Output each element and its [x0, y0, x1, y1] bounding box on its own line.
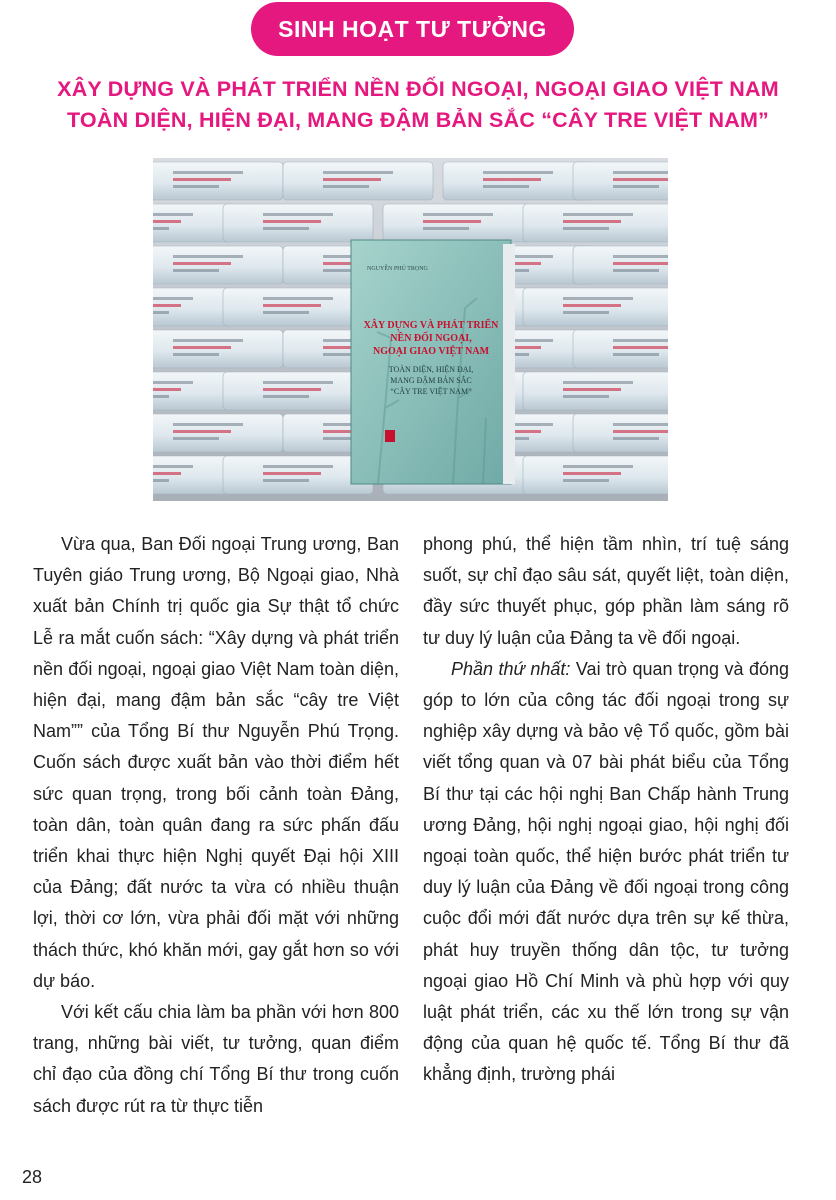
right-column — [423, 529, 789, 1091]
part-one-lead: Phần thứ nhất: — [451, 658, 571, 679]
paragraph-structure: Với kết cấu chia làm ba phần với hơn 800 trang, những bài viết, tư tưởng, quan điểm chỉ đạo của đồng chí Tổng Bí thư trong cuốn sách được rút ra từ thực tiễn — [33, 1002, 399, 1116]
paragraph-part-one — [423, 654, 789, 1091]
book-title-3: NGOẠI GIAO VIỆT NAM — [372, 346, 490, 357]
article-title-line-2: TOÀN DIỆN, HIỆN ĐẠI, MANG ĐẬM BẢN SẮC “CÂY TRE VIỆT NAM” — [66, 108, 769, 132]
book-subtitle-3: “CÂY TRE VIỆT NAM” — [390, 387, 472, 396]
book-stack-photo — [153, 158, 668, 501]
left-column — [33, 529, 399, 1122]
page-number: 28 — [22, 1167, 43, 1187]
paragraph-intro: Vừa qua, Ban Đối ngoại Trung ương, Ban Tuyên giáo Trung ương, Bộ Ngoại giao, Nhà xuất bản Chính trị quốc gia Sự thật tổ chức Lễ ra mắt cuốn sách: “Xây dựng và phát triển nền đối ngoại, ngoại giao Việt Nam toàn diện, hiện đại, mang đậm bản sắc “cây tre Việt Nam”” của Tổng Bí thư Nguyễn Phú Trọng. Cuốn sách được xuất bản vào thời điểm hết sức quan trọng, trong bối cảnh toàn Đảng, toàn dân, toàn quân đang ra sức phấn đấu triển khai thực hiện Nghị quyết Đại hội XIII của Đảng; đất nước ta vừa có nhiều thuận lợi, thời cơ lớn, vừa phải đối mặt với những thách thức, khó khăn mới, gay gắt hơn so với dự báo. — [33, 534, 399, 991]
part-one-text: Vai trò quan trọng và đóng góp to lớn của công tác đối ngoại trong sự nghiệp xây dựng và bảo vệ Tổ quốc, gồm bài viết tổng quan và 07 bài phát biểu của Tổng Bí thư tại các hội nghị Ban Chấp hành Trung ương Đảng, hội nghị ngoại giao, hội nghị đối ngoại toàn quốc, thể hiện bước phát triển tư duy lý luận của Đảng về đối ngoại trong công cuộc đổi mới đất nước dựa trên sự kế thừa, phát huy truyền thống dân tộc, tư tưởng ngoại giao Hồ Chí Minh và phù hợp với quy luật phát triển, các xu thế lớn trong sự vận động của quan hệ quốc tế. Tổng Bí thư đã khẳng định, trường phái — [423, 658, 789, 1085]
article-title-line-1: XÂY DỰNG VÀ PHÁT TRIỂN NỀN ĐỐI NGOẠI, NGOẠI GIAO VIỆT NAM — [57, 77, 779, 101]
book-subtitle-1: TOÀN DIỆN, HIỆN ĐẠI, — [388, 365, 474, 374]
featured-book — [351, 240, 515, 484]
book-title-2: NỀN ĐỐI NGOẠI, — [390, 333, 472, 344]
section-label: SINH HOẠT TƯ TƯỞNG — [251, 2, 574, 56]
book-subtitle-2: MANG ĐẬM BẢN SẮC — [390, 376, 472, 385]
book-author: NGUYỄN PHÚ TRỌNG — [367, 266, 428, 272]
paragraph-continued: phong phú, thể hiện tầm nhìn, trí tuệ sáng suốt, sự chỉ đạo sâu sát, quyết liệt, toàn diện, đầy sức thuyết phục, góp phần làm sáng rõ tư duy lý luận của Đảng ta về đối ngoại. — [423, 534, 789, 648]
book-title-1: XÂY DỰNG VÀ PHÁT TRIỂN — [363, 320, 499, 331]
